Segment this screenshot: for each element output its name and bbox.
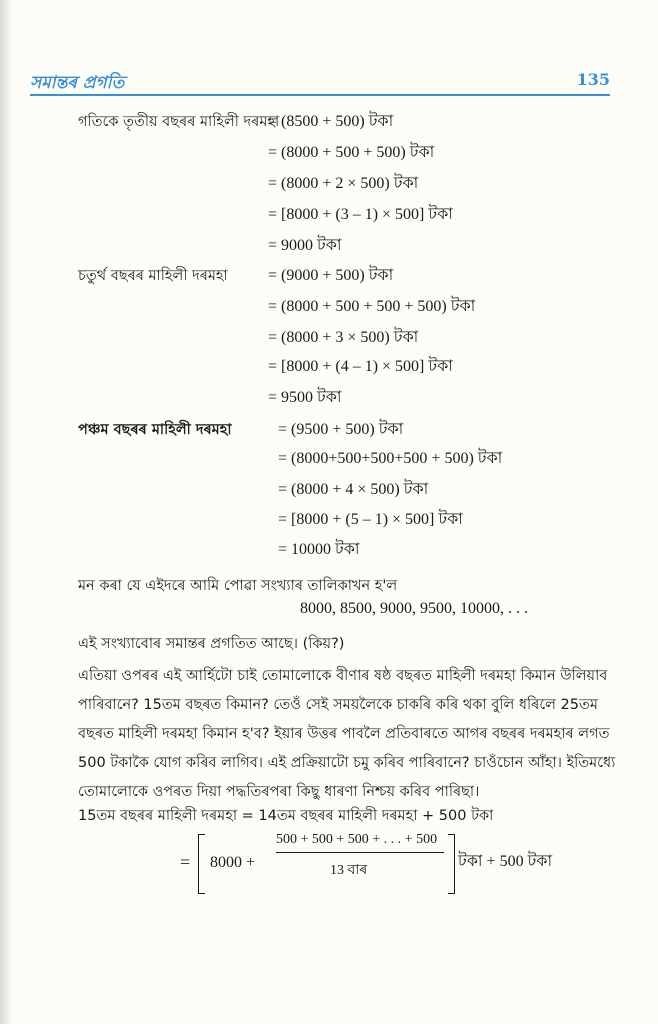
- fifth-year-step-3: = (8000 + 4 × 500) টকা: [278, 481, 429, 498]
- third-year-step-3: = (8000 + 2 × 500) টকা: [268, 175, 419, 192]
- paragraph-line-4: 500 টকাকৈ যোগ কৰিব লাগিব। এই প্ৰক্ৰিয়াটো চমু কৰিব পাৰিবানে? চাওঁচোন আঁহা। ইতিমধ্যে: [78, 755, 616, 771]
- paragraph-line-5: তোমালোকে ওপৰত দিয়া পদ্ধতিৰপৰা কিছু ধাৰণা নিশ্চয় কৰিব পাৰিছা।: [78, 784, 480, 800]
- third-year-step-5: = 9000 টকা: [268, 237, 342, 254]
- paragraph-line-3: বছৰত মাহিলী দৰমহা কিমান হ'ব? ইয়াৰ উত্তৰ পাবলৈ প্ৰতিবাৰতে আগৰ বছৰৰ দৰমহাৰ লগত: [78, 726, 610, 742]
- fifth-year-step-5: = 10000 টকা: [278, 541, 360, 558]
- fourth-year-label: চতুৰ্থ বছৰৰ মাহিলী দৰমহা: [78, 268, 228, 284]
- fourth-year-step-5: = 9500 টকা: [268, 389, 342, 406]
- fourth-year-step-3: = (8000 + 3 × 500) টকা: [268, 329, 419, 346]
- page-edge: [0, 0, 12, 1024]
- fraction-numerator: 500 + 500 + 500 + . . . + 500: [276, 832, 438, 847]
- ap-line: এই সংখ্যাবোৰ সমান্তৰ প্ৰগতিত আছে। (কিয়?): [78, 636, 345, 652]
- fourth-year-step-2: = (8000 + 500 + 500 + 500) টকা: [268, 298, 476, 315]
- third-year-step-1: = (8500 + 500) টকা: [268, 113, 394, 130]
- fraction-denominator: 13 বাৰ: [330, 863, 368, 878]
- right-bracket: [448, 834, 455, 894]
- fifth-year-label: পঞ্চম বছৰৰ মাহিলী দৰমহা: [78, 422, 232, 438]
- header-rule: [30, 94, 610, 96]
- fourth-year-step-4: = [8000 + (4 – 1) × 500] টকা: [268, 358, 453, 375]
- fourth-year-step-1: = (9000 + 500) টকা: [268, 267, 394, 284]
- third-year-label: গতিকে তৃতীয় বছৰৰ মাহিলী দৰমহা: [78, 114, 280, 130]
- fifth-year-step-1: = (9500 + 500) টকা: [278, 421, 404, 438]
- page-number: 135: [576, 70, 610, 89]
- paragraph: [78, 662, 616, 807]
- running-title: সমান্তৰ প্ৰগতি: [30, 73, 125, 93]
- paragraph-line-2: পাৰিবানে? 15তম বছৰত কিমান? তেওঁ সেই সময়লৈকে চাকৰি কৰি থকা বুলি ধৰিলে 25তম: [78, 697, 598, 713]
- fifth-year-step-2: = (8000+500+500+500 + 500) টকা: [278, 450, 503, 467]
- third-year-step-2: = (8000 + 500 + 500) টকা: [268, 144, 435, 161]
- fifteenth-year-line: 15তম বছৰৰ মাহিলী দৰমহা = 14তম বছৰৰ মাহিলী দৰমহা + 500 টকা: [78, 808, 494, 824]
- paragraph-line-1: এতিয়া ওপৰৰ এই আৰ্হিটো চাই তোমালোকে বীণাৰ ষষ্ঠ বছৰত মাহিলী দৰমহা কিমান উলিয়াব: [78, 668, 608, 684]
- page-header: [30, 66, 610, 96]
- equals-sign: =: [180, 852, 191, 872]
- fraction-formula: [180, 828, 560, 898]
- third-year-step-4: = [8000 + (3 – 1) × 500] টকা: [268, 206, 453, 223]
- fifth-year-step-4: = [8000 + (5 – 1) × 500] টকা: [278, 511, 463, 528]
- fraction-tail: টকা + 500 টকা: [458, 853, 553, 870]
- sequence: 8000, 8500, 9000, 9500, 10000, . . .: [300, 600, 528, 617]
- note-line: মন কৰা যে এইদৰে আমি পোৱা সংখ্যাৰ তালিকাখন হ'ল: [78, 578, 398, 594]
- left-bracket: [198, 834, 205, 894]
- fraction-base: 8000 +: [210, 854, 256, 871]
- fraction-bar: [276, 852, 444, 853]
